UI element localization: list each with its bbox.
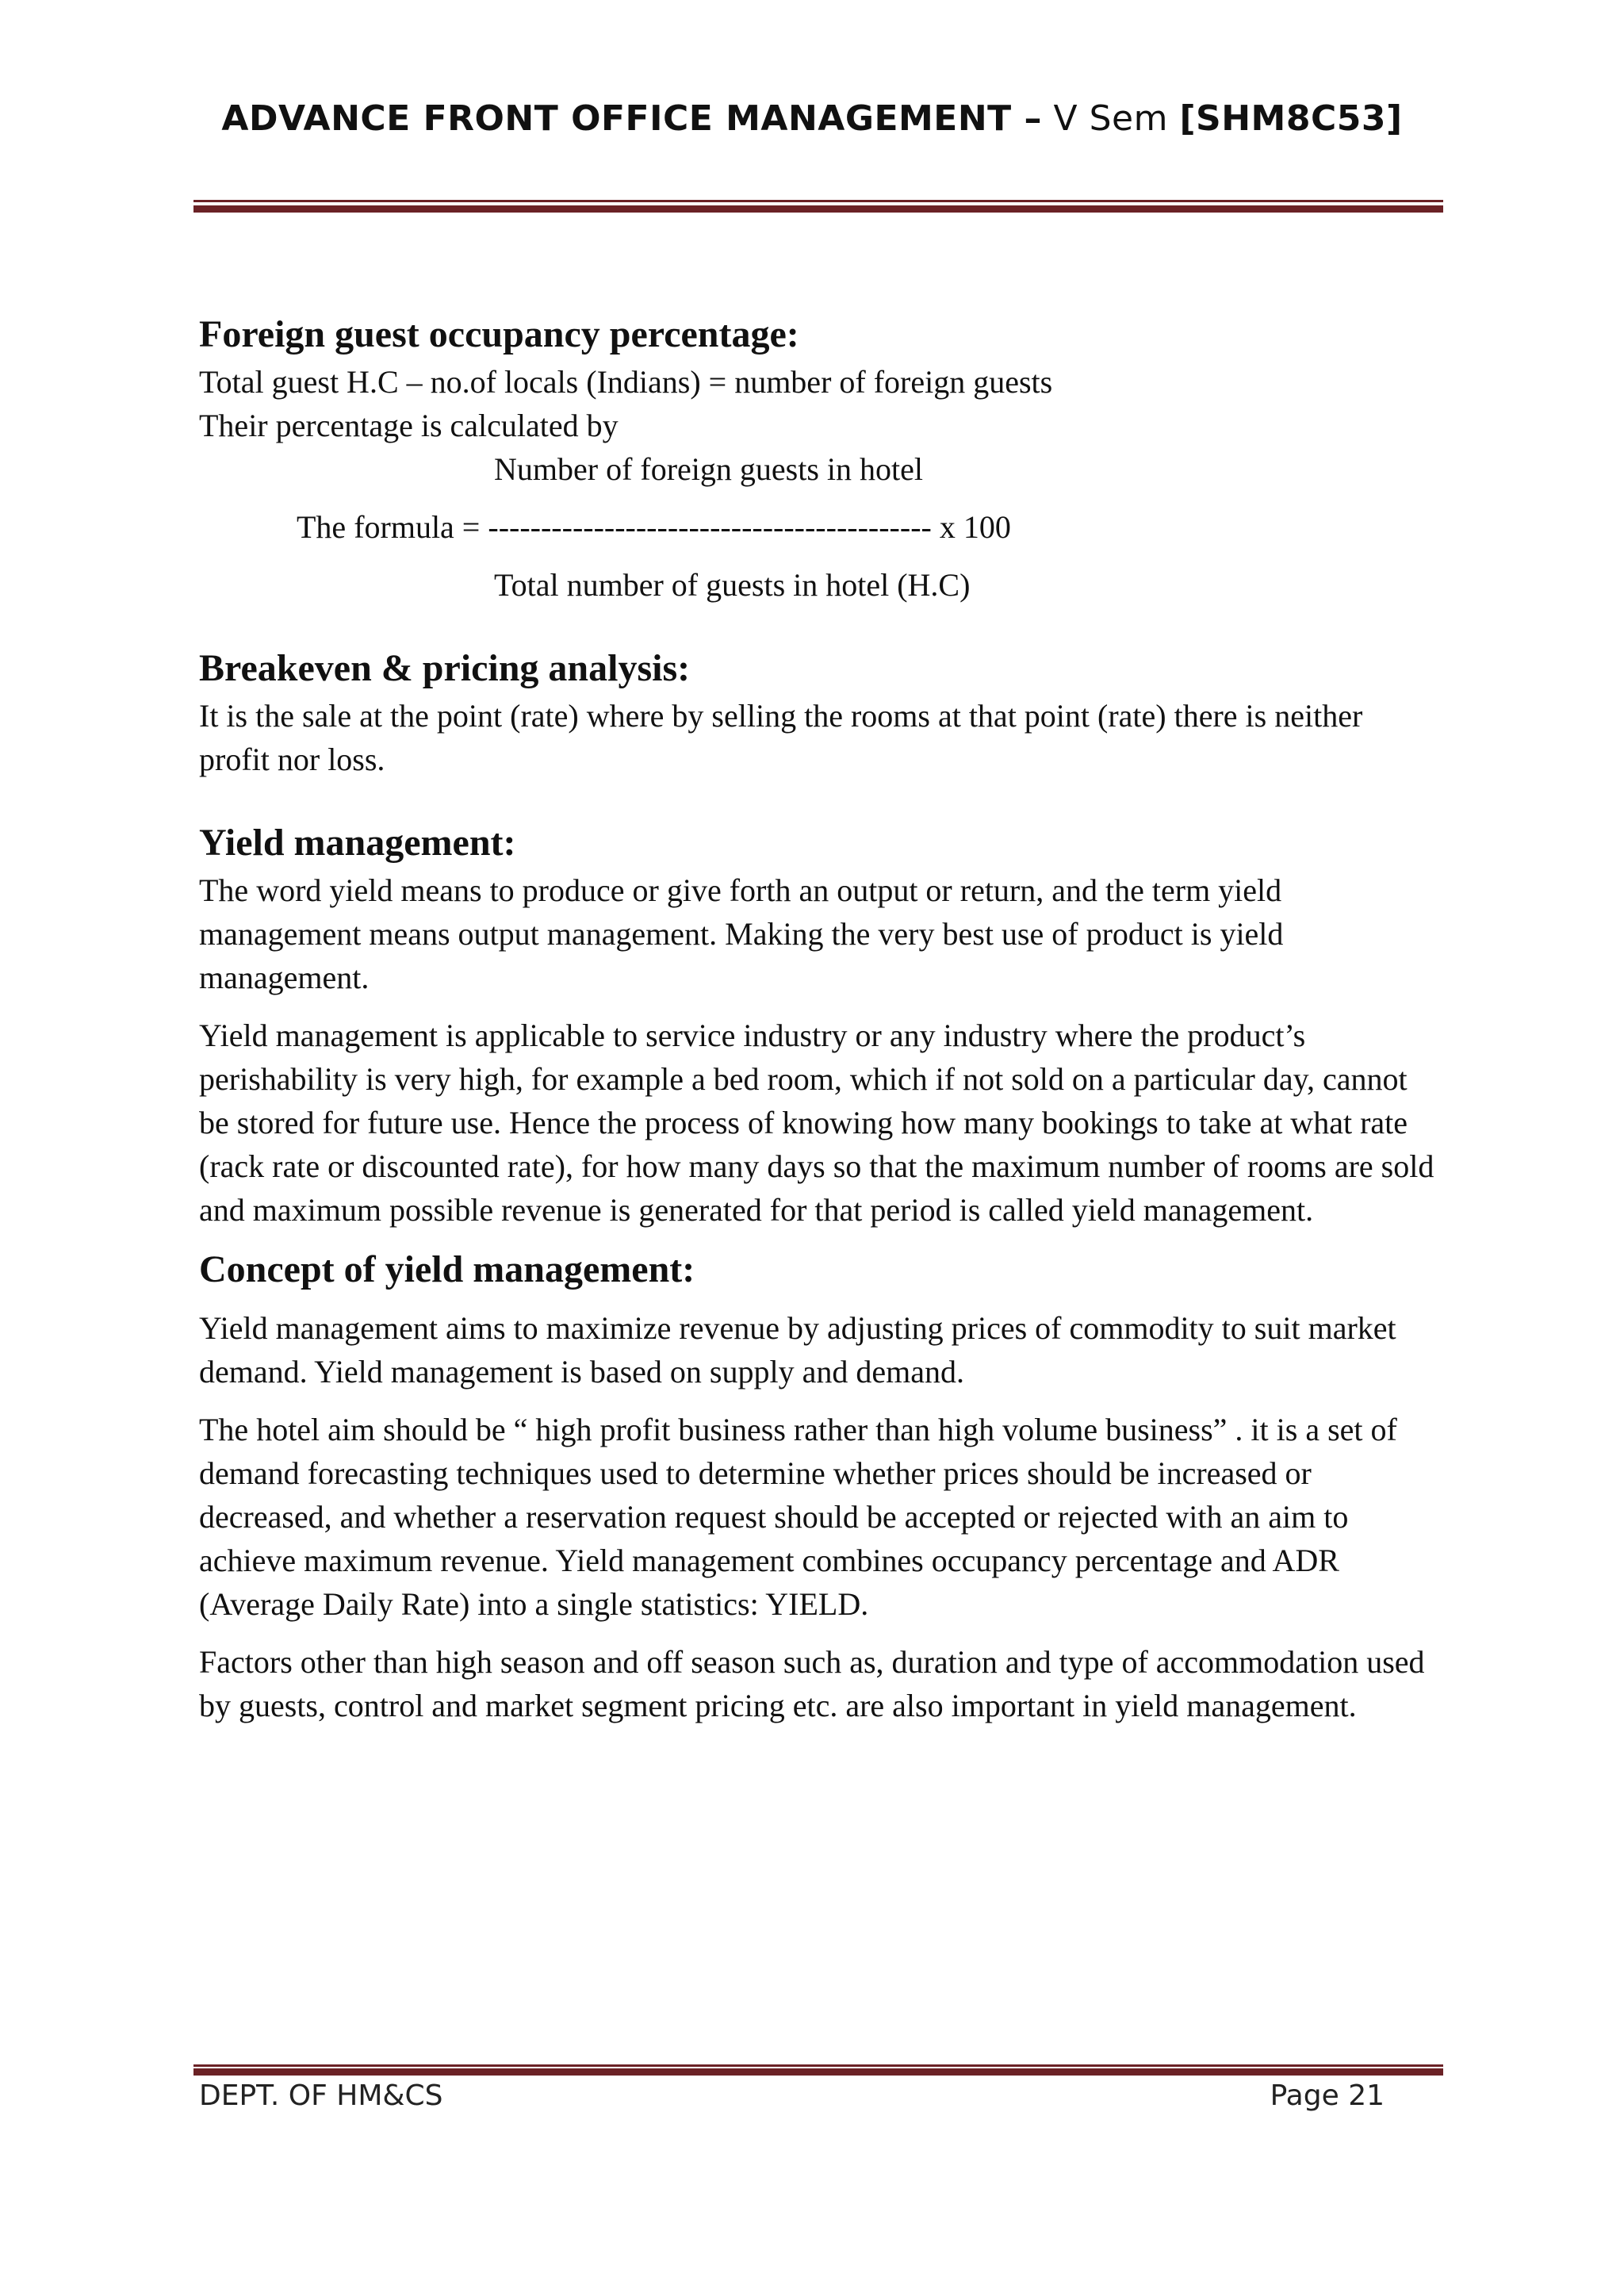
section-foreign-guest-occupancy: [199, 311, 1436, 607]
header-course-code: [SHM8C53]: [1179, 98, 1403, 139]
formula-numerator: Number of foreign guests in hotel: [494, 451, 923, 487]
document-header-title: [0, 98, 1624, 139]
section-heading: Breakeven & pricing analysis:: [199, 647, 691, 689]
body-paragraph: Yield management aims to maximize revenue by adjusting prices of commodity to suit market demand. Yield management is based on supply and demand.: [199, 1310, 1396, 1389]
section-heading: Yield management:: [199, 822, 516, 864]
formula-label: The formula =: [297, 509, 488, 545]
footer-rule-thick: [193, 2068, 1443, 2076]
body-paragraph: Yield management is applicable to service industry or any industry where the product’s perishability is very high, for example a bed room, which if not sold on a particular day, cannot be stored for future use. Hence the process of knowing how many bookings to take at what rate (rack rate or discounted rate), for how many days so that the maximum number of rooms are sold and maximum possible revenue is generated for that period is called yield management.: [199, 1018, 1434, 1228]
formula-line: [199, 505, 1436, 549]
document-body: [199, 311, 1436, 1765]
body-line: Total guest H.C – no.of locals (Indians) = number of foreign guests: [199, 364, 1053, 400]
section-heading: Foreign guest occupancy percentage:: [199, 313, 799, 355]
section-concept-yield-management: [199, 1246, 1436, 1727]
header-rule-thick: [193, 205, 1443, 213]
body-line: Their percentage is calculated by: [199, 408, 619, 443]
footer-rule-thin: [193, 2064, 1443, 2067]
formula-divider: ------------------------------------------: [488, 509, 932, 545]
section-breakeven-pricing: [199, 645, 1436, 781]
body-paragraph: It is the sale at the point (rate) where by selling the rooms at that point (rate) there is neither profit nor loss.: [199, 698, 1363, 777]
body-paragraph: Factors other than high season and off season such as, duration and type of accommodation used by guests, control and market segment pricing etc. are also important in yield management.: [199, 1644, 1425, 1723]
body-paragraph: The word yield means to produce or give forth an output or return, and the term yield management means output management. Making the very best use of product is yield management.: [199, 872, 1284, 995]
footer-page-number: Page 21: [1270, 2079, 1385, 2112]
formula-multiplier: x 100: [931, 509, 1011, 545]
section-yield-management: [199, 819, 1436, 1232]
header-title-semester: V Sem: [1042, 98, 1180, 139]
formula-denominator: Total number of guests in hotel (H.C): [494, 567, 971, 603]
body-paragraph: The hotel aim should be “ high profit business rather than high volume business” . it is a set of demand forecasting techniques used to determine whether prices should be increased or decreased, and whether a reservation request should be accepted or rejected with an aim to achieve maximum revenue. Yield management combines occupancy percentage and ADR (Average Daily Rate) into a single statistics: YIELD.: [199, 1412, 1397, 1622]
header-rule-thin: [193, 200, 1443, 202]
section-heading: Concept of yield management:: [199, 1248, 695, 1290]
header-title-bold: ADVANCE FRONT OFFICE MANAGEMENT –: [221, 98, 1043, 139]
footer-department: DEPT. OF HM&CS: [199, 2079, 443, 2112]
